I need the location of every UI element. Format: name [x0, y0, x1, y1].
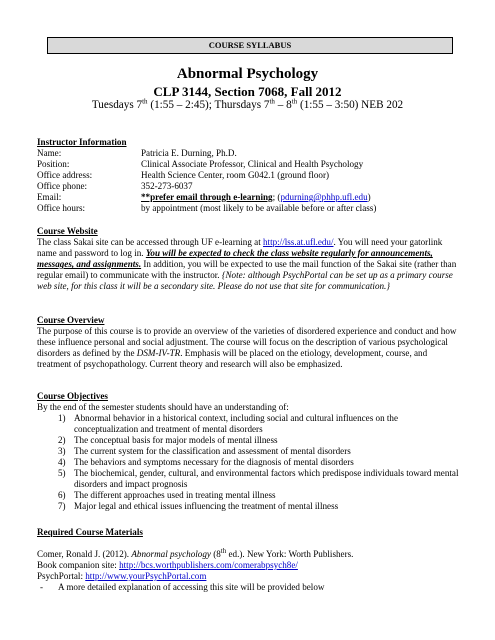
overview-heading: Course Overview	[37, 315, 105, 325]
materials-section	[37, 527, 462, 593]
objectives-section	[37, 391, 462, 512]
textbook-citation: Comer, Ronald J. (2012). Abnormal psychology (8th ed.). New York: Worth Publishers.	[37, 546, 354, 559]
list-item: 7) Major legal and ethical issues influencing the treatment of mental illness	[58, 501, 339, 511]
sakai-link[interactable]: http://lss.at.ufl.edu/	[263, 237, 334, 247]
objectives-intro: By the end of the semester students should have an understanding of:	[37, 402, 289, 412]
class-schedule: Tuesdays 7th (1:55 – 2:45); Thursdays 7th – 8th (1:55 – 3:50) NEB 202	[91, 97, 404, 111]
website-paragraph: The class Sakai site can be accessed through UF e-learning at http://lss.at.ufl.edu/. You will need your gatorlink name and password to log in. You will be expected to check the class website regularly for announcements, messages, and assignments. In addition, you will be expected to use the mail function of the Sakai site (rather than regular email) to communicate with the instructor. {Note: although PsychPortal can be set up as a primary course web site, for this class it will be a secondary site. Please do not use that site for communication.}	[37, 237, 457, 291]
list-item: 6) The different approaches used in treating mental illness	[58, 490, 276, 500]
course-title: Abnormal Psychology	[176, 66, 319, 82]
overview-paragraph: The purpose of this course is to provide an overview of the varieties of disordered experience and conduct and how these influence personal and social adjustment. The course will focus on the description of various psychological disorders as defined by the DSM-IV-TR. Emphasis will be placed on the etiology, development, course, and treatment of psychopathology. Current theory and research will also be emphasized.	[37, 326, 457, 369]
list-item: 5) The biochemical, gender, cultural, and environmental factors which predispose individuals toward mental disorders and impact prognosis	[58, 468, 459, 489]
instructor-heading: Instructor Information	[37, 137, 127, 147]
instructor-row: Office phone: 352-273-6037	[37, 181, 193, 191]
list-item: 1) Abnormal behavior in a historical context, including social and cultural influences on the conceptualization and treatment of mental disorders	[58, 413, 398, 434]
psychportal-line: PsychPortal: http://www.yourPsychPortal.com	[37, 571, 207, 581]
instructor-row: Name: Patricia E. Durning, Ph.D.	[37, 148, 237, 158]
companion-site-link[interactable]: http://bcs.worthpublishers.com/comerabpsych8e/	[119, 560, 298, 570]
website-heading: Course Website	[37, 226, 98, 236]
instructor-email-link[interactable]: pdurning@phhp.ufl.edu	[280, 192, 368, 202]
materials-heading: Required Course Materials	[37, 527, 143, 537]
instructor-row: Office address: Health Science Center, room G042.1 (ground floor)	[37, 170, 330, 180]
objectives-heading: Course Objectives	[37, 391, 108, 401]
syllabus-banner: COURSE SYLLABUS	[47, 37, 453, 54]
email-row: Email: **prefer email through e-learning; (pdurning@phhp.ufl.edu)	[37, 192, 371, 202]
course-section: CLP 3144, Section 7068, Fall 2012	[153, 84, 342, 99]
overview-section	[37, 315, 462, 370]
psychportal-note: - A more detailed explanation of accessing this site will be provided below	[40, 582, 325, 592]
instructor-section	[37, 137, 462, 214]
list-item: 3) The current system for the classification and assessment of mental disorders	[58, 446, 351, 456]
list-item: 2) The conceptual basis for major models of mental illness	[58, 435, 278, 445]
list-item: 4) The behaviors and symptoms necessary for the diagnosis of mental disorders	[58, 457, 354, 467]
website-section	[37, 226, 462, 292]
office-hours-row: Office hours: by appointment (most likely to be available before or after class)	[37, 203, 377, 213]
companion-site-line: Book companion site: http://bcs.worthpublishers.com/comerabpsych8e/	[37, 560, 298, 570]
objectives-list	[37, 413, 462, 512]
psychportal-link[interactable]: http://www.yourPsychPortal.com	[85, 571, 207, 581]
instructor-row: Position: Clinical Associate Professor, Clinical and Health Psychology	[37, 159, 364, 169]
